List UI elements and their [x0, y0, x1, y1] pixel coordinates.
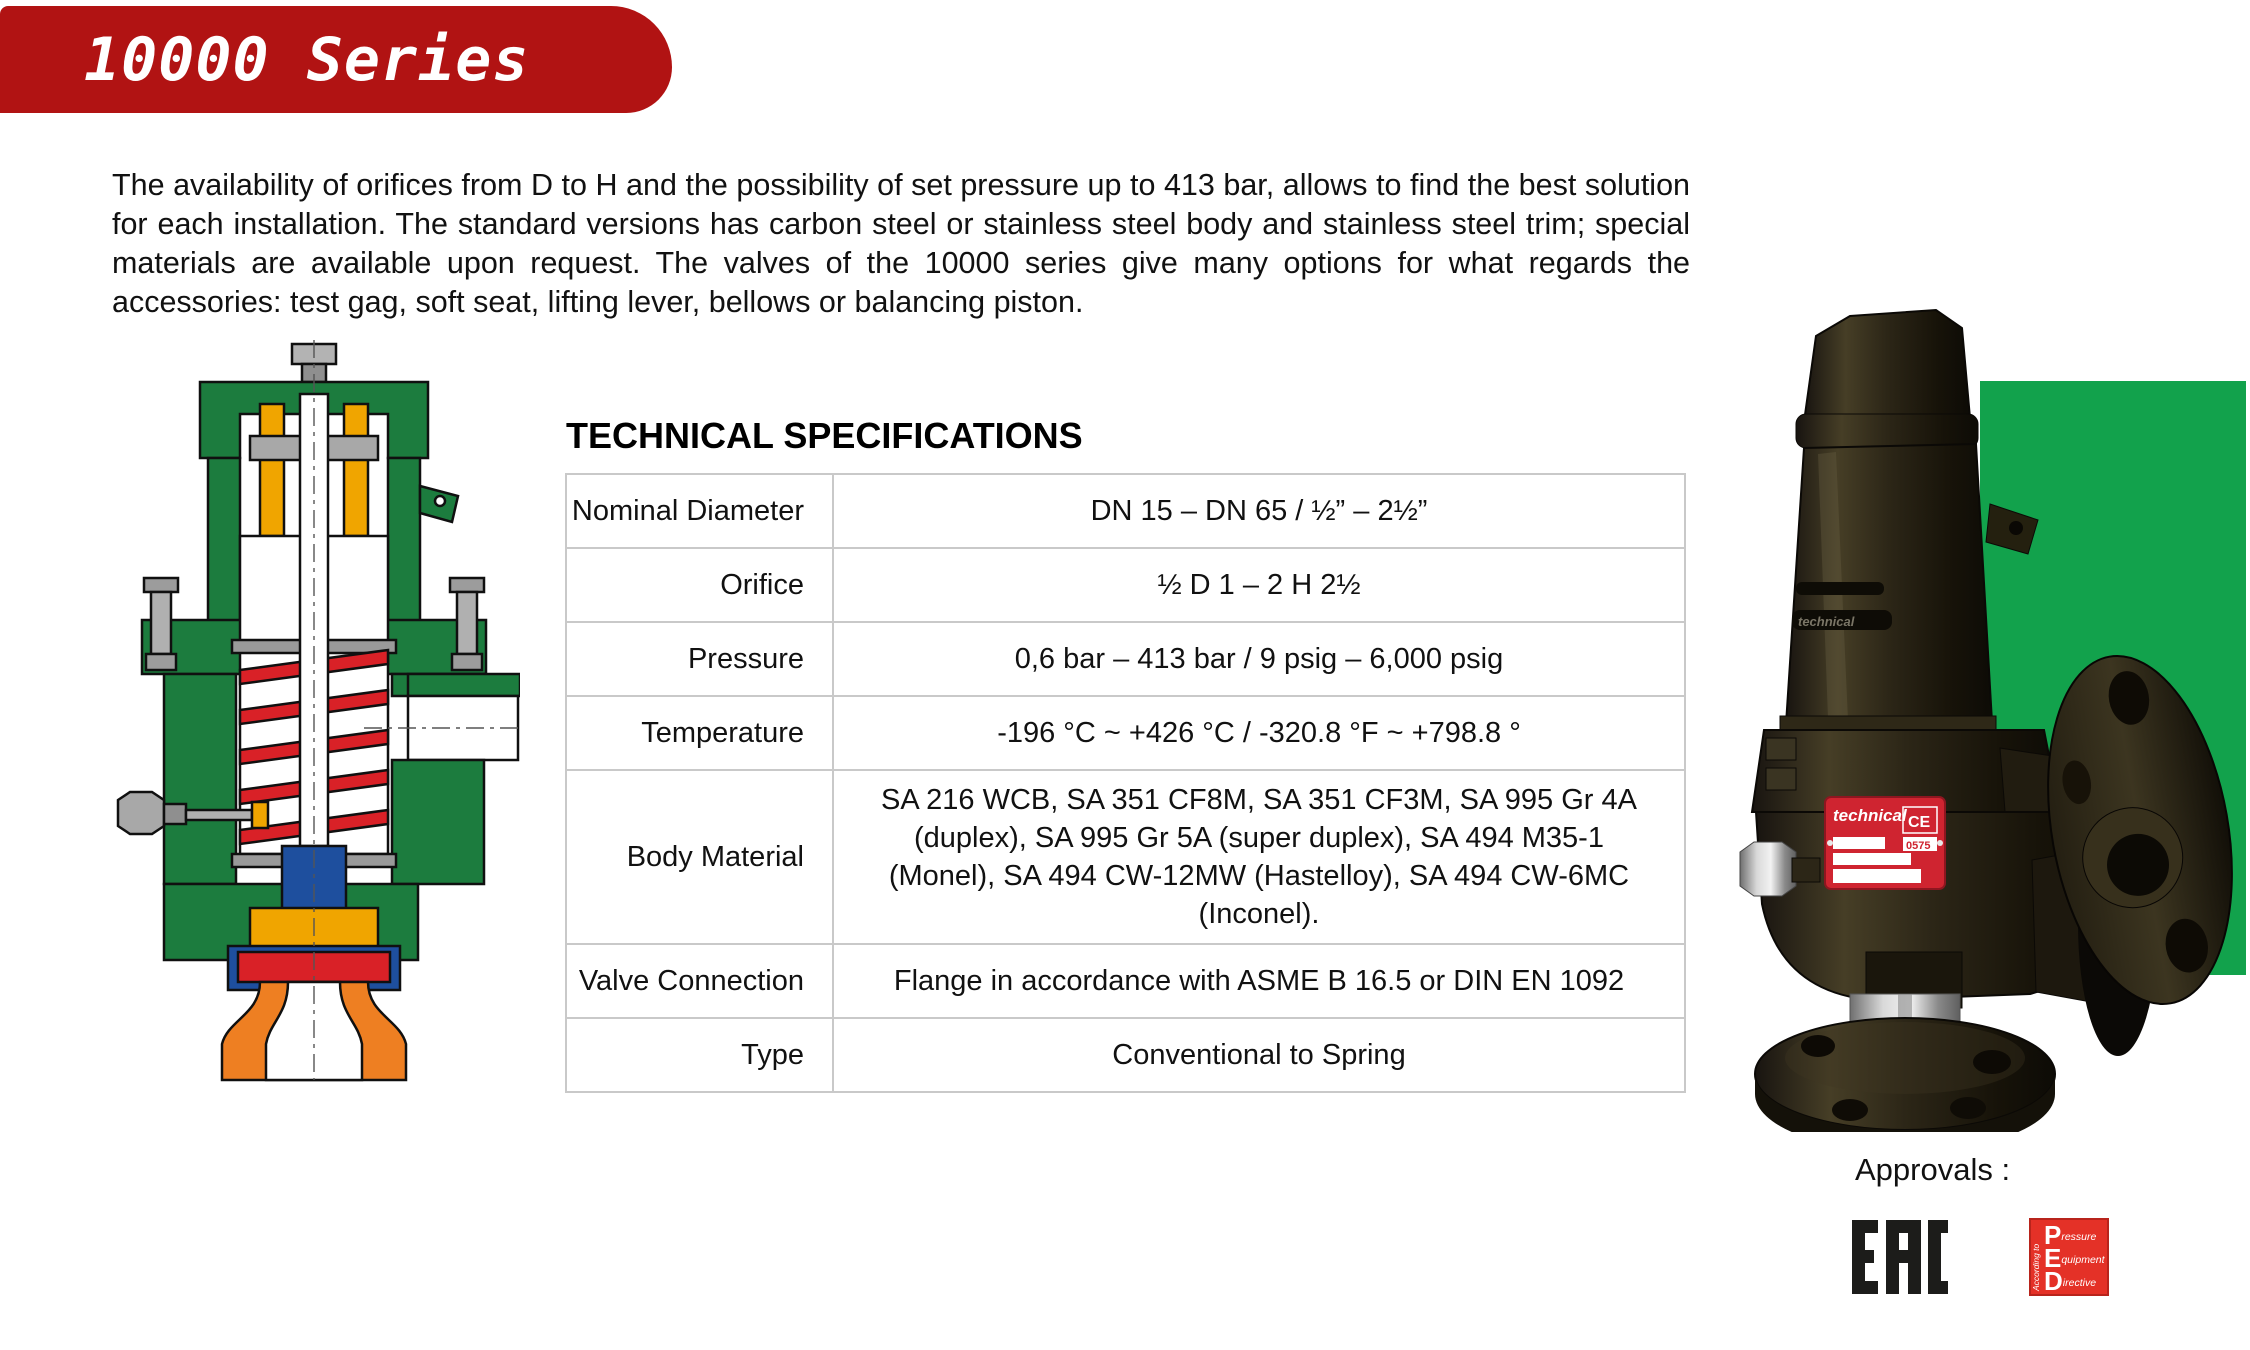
spec-row-valve-connection [567, 945, 1684, 1019]
specs-table [565, 473, 1686, 1093]
spec-label: Temperature [567, 697, 834, 769]
spec-row-pressure [567, 623, 1684, 697]
valve-cross-section-illustration [108, 338, 520, 1082]
bonnet-marking: technical [1798, 614, 1855, 629]
approvals-label: Approvals : [1855, 1152, 2011, 1187]
spec-label: Body Material [567, 771, 834, 943]
ped-according-to: According to [2031, 1243, 2041, 1291]
spec-label: Type [567, 1019, 834, 1091]
spec-value: -196 °C ~ +426 °C / -320.8 °F ~ +798.8 ° [997, 717, 1521, 749]
spec-value: Conventional to Spring [1112, 1039, 1406, 1071]
ce-number: 0575 [1906, 840, 1931, 852]
spec-label: Nominal Diameter [567, 475, 834, 547]
nameplate-brand: technical [1833, 806, 1907, 825]
valve-cap [1804, 310, 1970, 422]
spec-row-type [567, 1019, 1684, 1091]
ped-letter-d: D [2044, 1265, 2063, 1296]
nameplate [1825, 797, 1945, 889]
spec-row-body-material [567, 771, 1684, 945]
specs-heading: TECHNICAL SPECIFICATIONS [566, 415, 1083, 456]
spec-value: 0,6 bar – 413 bar / 9 psig – 6,000 psig [1014, 643, 1504, 675]
ce-mark: CE [1908, 814, 1931, 831]
spec-row-nominal-diameter [567, 475, 1684, 549]
eac-logo [1852, 1220, 1948, 1294]
spec-value: ½ D 1 – 2 H 2½ [1157, 569, 1361, 601]
intro-paragraph: The availability of orifices from D to H and the possibility of set pressure up to 413 bar, allows to find the best solution for each installation. The standard versions has carbon steel or stainless steel body and stainless steel trim; special materials are available upon request. The valves of the 10000 series give many options for what regards the accessories: test gag, soft seat, lifting lever, bellows or balancing piston. [112, 168, 1690, 319]
valve-product-photo [1700, 252, 2250, 1132]
series-banner [0, 6, 672, 113]
ped-word-pressure: ressure [2061, 1230, 2097, 1243]
spec-row-orifice [567, 549, 1684, 623]
spec-value: DN 15 – DN 65 / ½” – 2½” [1090, 495, 1428, 527]
ped-letter-e: E [2044, 1242, 2062, 1273]
ped-word-directive: irective [2062, 1276, 2097, 1289]
ped-word-equipment: quipment [2061, 1253, 2105, 1266]
spec-label: Valve Connection [567, 945, 834, 1017]
spec-label: Pressure [567, 623, 834, 695]
spec-value: Flange in accordance with ASME B 16.5 or DIN EN 1092 [893, 965, 1625, 997]
series-title: 10000 Series [84, 24, 530, 95]
spec-value: SA 216 WCB, SA 351 CF8M, SA 351 CF3M, SA 995 Gr 4A (duplex), SA 995 Gr 5A (super duplex), SA 494 M35-1 (Monel), SA 494 CW-12MW (Hastelloy), SA 494 CW-6MC (Inconel). [881, 784, 1637, 930]
ped-letter-p: P [2044, 1219, 2062, 1250]
spec-label: Orifice [567, 549, 834, 621]
spec-row-temperature [567, 697, 1684, 771]
ped-logo [2029, 1218, 2109, 1296]
